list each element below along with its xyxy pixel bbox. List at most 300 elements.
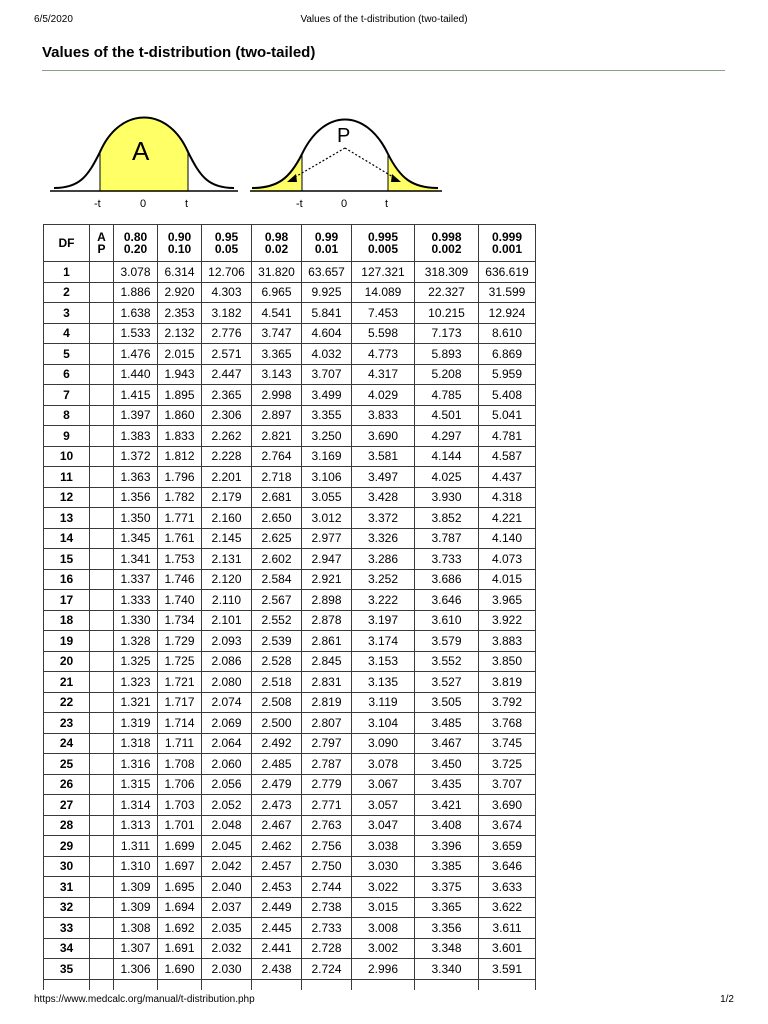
value-cell: 2.032 bbox=[202, 938, 252, 959]
table-row bbox=[44, 774, 536, 795]
value-cell: 3.355 bbox=[302, 405, 352, 426]
value-cell: 2.132 bbox=[158, 323, 202, 344]
value-cell: 4.025 bbox=[415, 467, 479, 488]
value-cell: 4.144 bbox=[415, 446, 479, 467]
value-cell: 1.311 bbox=[114, 836, 158, 857]
value-cell: 22.327 bbox=[415, 282, 479, 303]
value-cell: 1.323 bbox=[114, 672, 158, 693]
right-label-t: t bbox=[385, 198, 389, 210]
value-cell: 127.321 bbox=[352, 262, 415, 283]
value-cell: 3.922 bbox=[479, 610, 536, 631]
df-cell: 35 bbox=[44, 959, 90, 980]
df-cell: 18 bbox=[44, 610, 90, 631]
value-cell: 1.695 bbox=[158, 877, 202, 898]
column-header bbox=[202, 225, 252, 262]
df-cell: 13 bbox=[44, 508, 90, 529]
value-cell: 2.738 bbox=[302, 897, 352, 918]
value-cell: 3.930 bbox=[415, 487, 479, 508]
value-cell: 2.453 bbox=[252, 877, 302, 898]
value-cell: 5.841 bbox=[302, 303, 352, 324]
df-cell: 6 bbox=[44, 364, 90, 385]
column-header bbox=[302, 225, 352, 262]
value-cell: 1.356 bbox=[114, 487, 158, 508]
value-cell: 1.691 bbox=[158, 938, 202, 959]
value-cell: 2.447 bbox=[202, 364, 252, 385]
value-cell: 1.363 bbox=[114, 467, 158, 488]
value-cell: 1.318 bbox=[114, 733, 158, 754]
value-cell: 3.143 bbox=[252, 364, 302, 385]
value-cell: 3.340 bbox=[415, 959, 479, 980]
df-cell: 5 bbox=[44, 344, 90, 365]
df-cell: 33 bbox=[44, 918, 90, 939]
value-cell: 2.306 bbox=[202, 405, 252, 426]
value-cell: 2.552 bbox=[252, 610, 302, 631]
page-number: 1/2 bbox=[720, 994, 734, 1005]
df-cell: 17 bbox=[44, 590, 90, 611]
value-cell: 1.729 bbox=[158, 631, 202, 652]
value-cell: 1.721 bbox=[158, 672, 202, 693]
value-cell: 12.924 bbox=[479, 303, 536, 324]
df-cell: 21 bbox=[44, 672, 90, 693]
right-label-neg-t: -t bbox=[296, 198, 303, 210]
value-cell: 3.646 bbox=[415, 590, 479, 611]
df-cell: 26 bbox=[44, 774, 90, 795]
table-row bbox=[44, 323, 536, 344]
ap-blank-cell bbox=[90, 446, 114, 467]
continuation-cell bbox=[202, 979, 252, 990]
value-cell: 3.030 bbox=[352, 856, 415, 877]
ap-header bbox=[90, 225, 114, 262]
value-cell: 1.415 bbox=[114, 385, 158, 406]
table-row bbox=[44, 692, 536, 713]
value-cell: 3.497 bbox=[352, 467, 415, 488]
value-cell: 5.598 bbox=[352, 323, 415, 344]
value-cell: 3.787 bbox=[415, 528, 479, 549]
value-cell: 3.467 bbox=[415, 733, 479, 754]
value-cell: 2.744 bbox=[302, 877, 352, 898]
value-cell: 1.309 bbox=[114, 877, 158, 898]
ap-blank-cell bbox=[90, 262, 114, 283]
value-cell: 2.445 bbox=[252, 918, 302, 939]
value-cell: 1.703 bbox=[158, 795, 202, 816]
table-row bbox=[44, 877, 536, 898]
value-cell: 1.694 bbox=[158, 897, 202, 918]
table-row bbox=[44, 446, 536, 467]
value-cell: 2.101 bbox=[202, 610, 252, 631]
ap-blank-cell bbox=[90, 631, 114, 652]
ap-blank-cell bbox=[90, 385, 114, 406]
value-cell: 2.040 bbox=[202, 877, 252, 898]
value-cell: 1.325 bbox=[114, 651, 158, 672]
value-cell: 1.345 bbox=[114, 528, 158, 549]
value-cell: 3.792 bbox=[479, 692, 536, 713]
value-cell: 4.032 bbox=[302, 344, 352, 365]
value-cell: 1.310 bbox=[114, 856, 158, 877]
value-cell: 2.650 bbox=[252, 508, 302, 529]
value-cell: 4.317 bbox=[352, 364, 415, 385]
table-row bbox=[44, 467, 536, 488]
value-cell: 4.785 bbox=[415, 385, 479, 406]
value-cell: 2.807 bbox=[302, 713, 352, 734]
value-cell: 3.078 bbox=[352, 754, 415, 775]
title-divider bbox=[42, 70, 725, 71]
table-row bbox=[44, 344, 536, 365]
value-cell: 6.869 bbox=[479, 344, 536, 365]
print-page-title: Values of the t-distribution (two-tailed) bbox=[300, 14, 468, 25]
value-cell: 2.365 bbox=[202, 385, 252, 406]
df-cell: 2 bbox=[44, 282, 90, 303]
value-cell: 3.169 bbox=[302, 446, 352, 467]
value-cell: 1.313 bbox=[114, 815, 158, 836]
value-cell: 2.048 bbox=[202, 815, 252, 836]
value-cell: 3.250 bbox=[302, 426, 352, 447]
value-cell: 1.316 bbox=[114, 754, 158, 775]
value-cell: 2.462 bbox=[252, 836, 302, 857]
df-cell: 24 bbox=[44, 733, 90, 754]
value-cell: 4.303 bbox=[202, 282, 252, 303]
table-row bbox=[44, 549, 536, 570]
table-row bbox=[44, 856, 536, 877]
value-cell: 3.252 bbox=[352, 569, 415, 590]
value-cell: 3.197 bbox=[352, 610, 415, 631]
value-cell: 1.306 bbox=[114, 959, 158, 980]
table-row bbox=[44, 754, 536, 775]
value-cell: 3.707 bbox=[302, 364, 352, 385]
value-cell: 1.782 bbox=[158, 487, 202, 508]
value-cell: 4.015 bbox=[479, 569, 536, 590]
value-cell: 4.140 bbox=[479, 528, 536, 549]
table-row bbox=[44, 569, 536, 590]
value-cell: 3.690 bbox=[352, 426, 415, 447]
value-cell: 4.297 bbox=[415, 426, 479, 447]
ap-blank-cell bbox=[90, 897, 114, 918]
ap-blank-cell bbox=[90, 959, 114, 980]
value-cell: 3.104 bbox=[352, 713, 415, 734]
value-cell: 1.711 bbox=[158, 733, 202, 754]
value-cell: 2.037 bbox=[202, 897, 252, 918]
value-cell: 1.638 bbox=[114, 303, 158, 324]
column-a-value: 0.80 bbox=[123, 230, 148, 244]
column-p-value: 0.005 bbox=[367, 242, 399, 256]
table-row bbox=[44, 672, 536, 693]
value-cell: 2.086 bbox=[202, 651, 252, 672]
column-header bbox=[415, 225, 479, 262]
table-row bbox=[44, 303, 536, 324]
table-row bbox=[44, 610, 536, 631]
value-cell: 2.764 bbox=[252, 446, 302, 467]
value-cell: 1.886 bbox=[114, 282, 158, 303]
ap-blank-cell bbox=[90, 877, 114, 898]
column-p-value: 0.02 bbox=[264, 242, 289, 256]
value-cell: 2.528 bbox=[252, 651, 302, 672]
column-a-value: 0.95 bbox=[214, 230, 239, 244]
value-cell: 1.895 bbox=[158, 385, 202, 406]
header-row bbox=[44, 225, 536, 262]
ap-blank-cell bbox=[90, 303, 114, 324]
table-row bbox=[44, 487, 536, 508]
value-cell: 14.089 bbox=[352, 282, 415, 303]
ap-blank-cell bbox=[90, 364, 114, 385]
value-cell: 2.602 bbox=[252, 549, 302, 570]
value-cell: 3.611 bbox=[479, 918, 536, 939]
ap-blank-cell bbox=[90, 774, 114, 795]
df-cell: 10 bbox=[44, 446, 90, 467]
continuation-cell bbox=[252, 979, 302, 990]
df-cell: 7 bbox=[44, 385, 90, 406]
value-cell: 5.959 bbox=[479, 364, 536, 385]
value-cell: 3.450 bbox=[415, 754, 479, 775]
value-cell: 3.408 bbox=[415, 815, 479, 836]
value-cell: 2.449 bbox=[252, 897, 302, 918]
value-cell: 318.309 bbox=[415, 262, 479, 283]
df-cell: 8 bbox=[44, 405, 90, 426]
ap-blank-cell bbox=[90, 733, 114, 754]
table-row bbox=[44, 385, 536, 406]
value-cell: 2.262 bbox=[202, 426, 252, 447]
value-cell: 4.318 bbox=[479, 487, 536, 508]
df-cell: 27 bbox=[44, 795, 90, 816]
value-cell: 3.375 bbox=[415, 877, 479, 898]
value-cell: 7.453 bbox=[352, 303, 415, 324]
value-cell: 2.179 bbox=[202, 487, 252, 508]
value-cell: 5.408 bbox=[479, 385, 536, 406]
value-cell: 31.599 bbox=[479, 282, 536, 303]
value-cell: 2.093 bbox=[202, 631, 252, 652]
df-cell: 11 bbox=[44, 467, 90, 488]
value-cell: 3.707 bbox=[479, 774, 536, 795]
df-cell: 16 bbox=[44, 569, 90, 590]
value-cell: 1.812 bbox=[158, 446, 202, 467]
value-cell: 1.701 bbox=[158, 815, 202, 836]
column-header bbox=[479, 225, 536, 262]
value-cell: 3.883 bbox=[479, 631, 536, 652]
value-cell: 2.921 bbox=[302, 569, 352, 590]
value-cell: 3.622 bbox=[479, 897, 536, 918]
column-header bbox=[114, 225, 158, 262]
value-cell: 1.328 bbox=[114, 631, 158, 652]
value-cell: 1.372 bbox=[114, 446, 158, 467]
value-cell: 4.501 bbox=[415, 405, 479, 426]
ap-blank-cell bbox=[90, 282, 114, 303]
value-cell: 2.797 bbox=[302, 733, 352, 754]
value-cell: 1.796 bbox=[158, 467, 202, 488]
table-row bbox=[44, 364, 536, 385]
value-cell: 1.533 bbox=[114, 323, 158, 344]
value-cell: 4.437 bbox=[479, 467, 536, 488]
value-cell: 2.467 bbox=[252, 815, 302, 836]
ap-blank-cell bbox=[90, 815, 114, 836]
table-row bbox=[44, 938, 536, 959]
value-cell: 2.897 bbox=[252, 405, 302, 426]
value-cell: 2.479 bbox=[252, 774, 302, 795]
ap-blank-cell bbox=[90, 795, 114, 816]
value-cell: 1.699 bbox=[158, 836, 202, 857]
value-cell: 2.771 bbox=[302, 795, 352, 816]
continuation-cell bbox=[158, 979, 202, 990]
value-cell: 2.035 bbox=[202, 918, 252, 939]
value-cell: 3.833 bbox=[352, 405, 415, 426]
value-cell: 2.567 bbox=[252, 590, 302, 611]
left-label-neg-t: -t bbox=[94, 198, 101, 210]
value-cell: 1.717 bbox=[158, 692, 202, 713]
value-cell: 2.508 bbox=[252, 692, 302, 713]
value-cell: 10.215 bbox=[415, 303, 479, 324]
value-cell: 1.314 bbox=[114, 795, 158, 816]
df-cell: 19 bbox=[44, 631, 90, 652]
value-cell: 2.571 bbox=[202, 344, 252, 365]
value-cell: 3.055 bbox=[302, 487, 352, 508]
value-cell: 3.396 bbox=[415, 836, 479, 857]
column-p-value: 0.002 bbox=[431, 242, 462, 256]
value-cell: 2.080 bbox=[202, 672, 252, 693]
value-cell: 1.740 bbox=[158, 590, 202, 611]
ap-blank-cell bbox=[90, 651, 114, 672]
value-cell: 3.965 bbox=[479, 590, 536, 611]
ap-blank-cell bbox=[90, 610, 114, 631]
value-cell: 2.074 bbox=[202, 692, 252, 713]
value-cell: 2.045 bbox=[202, 836, 252, 857]
table-row bbox=[44, 897, 536, 918]
value-cell: 2.131 bbox=[202, 549, 252, 570]
value-cell: 2.750 bbox=[302, 856, 352, 877]
value-cell: 2.492 bbox=[252, 733, 302, 754]
value-cell: 2.056 bbox=[202, 774, 252, 795]
value-cell: 1.397 bbox=[114, 405, 158, 426]
column-header bbox=[158, 225, 202, 262]
ap-blank-cell bbox=[90, 938, 114, 959]
value-cell: 3.591 bbox=[479, 959, 536, 980]
central-area-diagram bbox=[50, 117, 238, 210]
value-cell: 3.174 bbox=[352, 631, 415, 652]
value-cell: 3.819 bbox=[479, 672, 536, 693]
value-cell: 2.228 bbox=[202, 446, 252, 467]
ap-blank-cell bbox=[90, 549, 114, 570]
column-a-value: 0.999 bbox=[491, 230, 523, 244]
df-cell: 30 bbox=[44, 856, 90, 877]
table-row bbox=[44, 631, 536, 652]
df-cell: 34 bbox=[44, 938, 90, 959]
df-cell: 22 bbox=[44, 692, 90, 713]
value-cell: 2.069 bbox=[202, 713, 252, 734]
value-cell: 3.326 bbox=[352, 528, 415, 549]
value-cell: 4.073 bbox=[479, 549, 536, 570]
table-row bbox=[44, 405, 536, 426]
value-cell: 3.485 bbox=[415, 713, 479, 734]
ap-blank-cell bbox=[90, 713, 114, 734]
distribution-diagrams bbox=[40, 96, 460, 214]
value-cell: 3.078 bbox=[114, 262, 158, 283]
value-cell: 3.686 bbox=[415, 569, 479, 590]
df-cell: 14 bbox=[44, 528, 90, 549]
value-cell: 1.315 bbox=[114, 774, 158, 795]
ap-blank-cell bbox=[90, 692, 114, 713]
value-cell: 4.587 bbox=[479, 446, 536, 467]
value-cell: 2.457 bbox=[252, 856, 302, 877]
column-p-value: 0.001 bbox=[491, 242, 523, 256]
tail-area-diagram bbox=[250, 120, 442, 211]
value-cell: 4.604 bbox=[302, 323, 352, 344]
value-cell: 5.208 bbox=[415, 364, 479, 385]
value-cell: 3.659 bbox=[479, 836, 536, 857]
df-cell: 4 bbox=[44, 323, 90, 344]
value-cell: 2.920 bbox=[158, 282, 202, 303]
table-row bbox=[44, 713, 536, 734]
value-cell: 3.286 bbox=[352, 549, 415, 570]
value-cell: 3.038 bbox=[352, 836, 415, 857]
right-tail-fill bbox=[388, 154, 438, 191]
table-row bbox=[44, 795, 536, 816]
value-cell: 2.776 bbox=[202, 323, 252, 344]
df-cell: 32 bbox=[44, 897, 90, 918]
value-cell: 1.350 bbox=[114, 508, 158, 529]
table-row bbox=[44, 651, 536, 672]
value-cell: 1.753 bbox=[158, 549, 202, 570]
value-cell: 3.090 bbox=[352, 733, 415, 754]
value-cell: 2.438 bbox=[252, 959, 302, 980]
value-cell: 2.353 bbox=[158, 303, 202, 324]
ap-blank-cell bbox=[90, 323, 114, 344]
column-p-value: 0.05 bbox=[214, 242, 239, 256]
value-cell: 2.145 bbox=[202, 528, 252, 549]
table-row bbox=[44, 528, 536, 549]
value-cell: 3.135 bbox=[352, 672, 415, 693]
value-cell: 3.047 bbox=[352, 815, 415, 836]
df-cell: 23 bbox=[44, 713, 90, 734]
value-cell: 2.861 bbox=[302, 631, 352, 652]
p-label: P bbox=[97, 242, 106, 256]
value-cell: 6.965 bbox=[252, 282, 302, 303]
value-cell: 2.845 bbox=[302, 651, 352, 672]
value-cell: 3.601 bbox=[479, 938, 536, 959]
value-cell: 1.690 bbox=[158, 959, 202, 980]
value-cell: 1.341 bbox=[114, 549, 158, 570]
ap-blank-cell bbox=[90, 836, 114, 857]
ap-blank-cell bbox=[90, 590, 114, 611]
value-cell: 4.221 bbox=[479, 508, 536, 529]
ap-blank-cell bbox=[90, 487, 114, 508]
value-cell: 4.781 bbox=[479, 426, 536, 447]
value-cell: 3.633 bbox=[479, 877, 536, 898]
value-cell: 3.499 bbox=[302, 385, 352, 406]
value-cell: 1.330 bbox=[114, 610, 158, 631]
value-cell: 1.309 bbox=[114, 897, 158, 918]
page-title: Values of the t-distribution (two-tailed) bbox=[42, 44, 316, 61]
table-row bbox=[44, 590, 536, 611]
column-p-value: 0.20 bbox=[123, 242, 148, 256]
value-cell: 3.222 bbox=[352, 590, 415, 611]
value-cell: 2.120 bbox=[202, 569, 252, 590]
ap-blank-cell bbox=[90, 467, 114, 488]
value-cell: 1.761 bbox=[158, 528, 202, 549]
ap-blank-cell bbox=[90, 856, 114, 877]
value-cell: 2.015 bbox=[158, 344, 202, 365]
value-cell: 1.746 bbox=[158, 569, 202, 590]
value-cell: 2.977 bbox=[302, 528, 352, 549]
df-header: DF bbox=[44, 225, 90, 262]
df-cell: 28 bbox=[44, 815, 90, 836]
value-cell: 3.690 bbox=[479, 795, 536, 816]
table-row bbox=[44, 836, 536, 857]
value-cell: 2.625 bbox=[252, 528, 302, 549]
value-cell: 2.728 bbox=[302, 938, 352, 959]
value-cell: 3.527 bbox=[415, 672, 479, 693]
right-label-zero: 0 bbox=[341, 198, 348, 210]
value-cell: 3.015 bbox=[352, 897, 415, 918]
value-cell: 3.725 bbox=[479, 754, 536, 775]
value-cell: 2.042 bbox=[202, 856, 252, 877]
value-cell: 6.314 bbox=[158, 262, 202, 283]
ap-blank-cell bbox=[90, 569, 114, 590]
